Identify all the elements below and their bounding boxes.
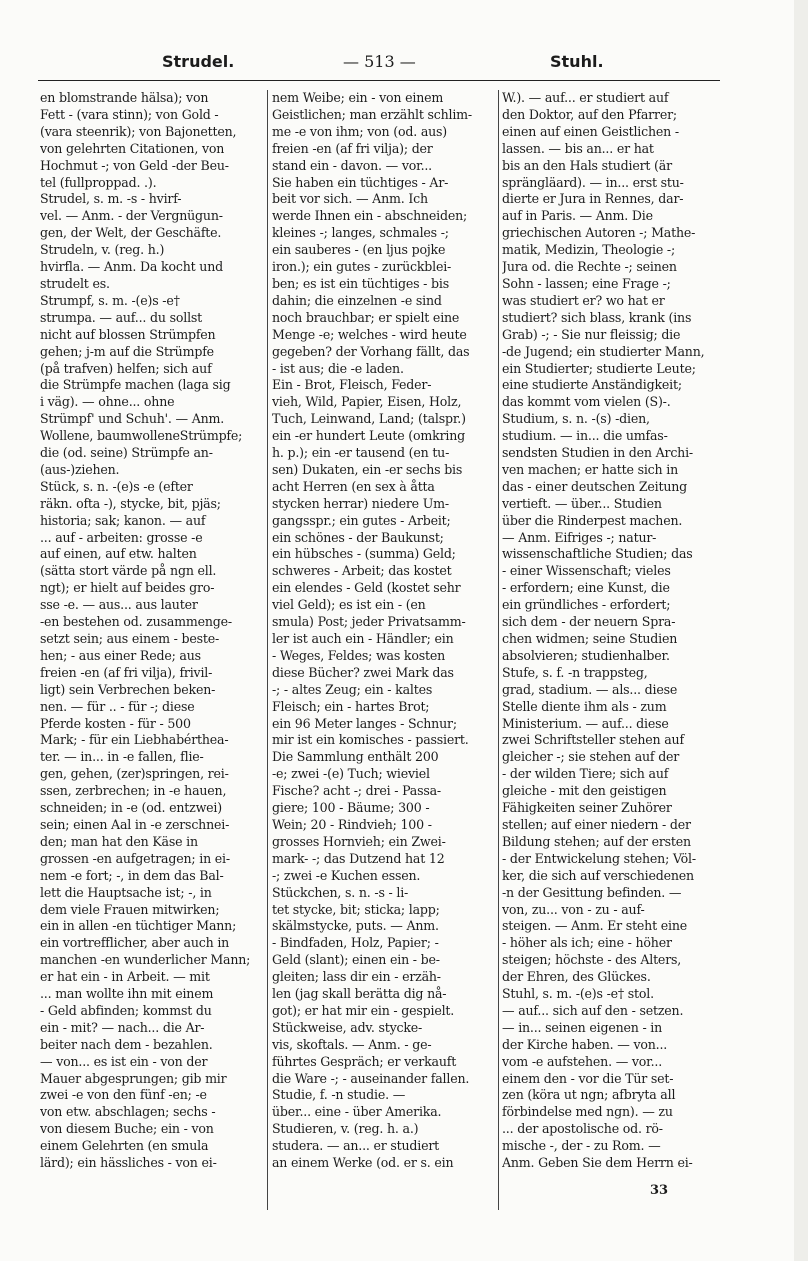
text-line: Tuch, Leinwand, Land; (talspr.) [272,411,466,427]
text-line: ... der apostolische od. rö- [502,1121,663,1137]
text-line: Strudeln, v. (reg. h.) [40,242,165,258]
text-line: -n der Gesittung befinden. — [502,884,682,900]
text-line: gen, der Welt, der Geschäfte. [40,225,222,241]
text-line: er hat ein - in Arbeit. — mit [40,969,210,985]
text-line: Ministerium. — auf... diese [502,715,669,731]
text-line: die Ware -; - auseinander fallen. [272,1070,470,1086]
text-line: vel. — Anm. - der Vergnügun- [40,208,223,224]
text-line: — auf... sich auf den - setzen. [502,1002,684,1018]
text-line: Ein - Brot, Fleisch, Feder- [272,377,432,393]
text-line: sprängläard). — in... erst stu- [502,174,684,190]
column-1 [40,90,262,1172]
text-line: lärd); ein hässliches - von ei- [40,1155,217,1171]
text-line: freien -en (af fri vilja), frivil- [40,664,213,680]
text-line: auf einen, auf etw. halten [40,546,197,562]
text-line: griechischen Autoren -; Mathe- [502,225,696,241]
text-line: gleicher -; sie stehen auf der [502,749,680,765]
text-line: Stelle diente ihm als - zum [502,698,667,714]
text-line: Stuhl, s. m. -(e)s -e† stol. [502,986,654,1002]
text-line: ein Studierter; studierte Leute; [502,360,696,376]
text-line: smula) Post; jeder Privatsamm- [272,614,466,630]
text-line: mische -, der - zu Rom. — [502,1138,661,1154]
header-rule [38,80,720,81]
text-line: Geld (slant); einen ein - be- [272,952,440,968]
text-line: Studie, f. -n studie. — [272,1087,406,1103]
text-line: bis an den Hals studiert (är [502,157,672,173]
text-line: auf in Paris. — Anm. Die [502,208,653,224]
column-3 [502,90,720,1172]
signature-number: 33 [650,1183,669,1198]
text-line: nicht auf blossen Strümpfen [40,326,216,342]
text-line: -en bestehen od. zusammenge- [40,614,232,630]
text-line: (på trafven) helfen; sich auf [40,360,212,376]
text-line: Stufe, s. f. -n trappsteg, [502,664,648,680]
text-line: ein sauberes - (en ljus pojke [272,242,446,258]
text-line: len (jag skall berätta dig nå- [272,986,447,1002]
text-line: diese Bücher? zwei Mark das [272,664,454,680]
text-line: vom -e aufstehen. — vor... [502,1053,663,1069]
text-line: ligt) sein Verbrechen beken- [40,681,216,697]
text-line: sse -e. — aus... aus lauter [40,597,198,613]
column-divider [267,90,268,1210]
text-line: — von... es ist ein - von der [40,1053,208,1069]
text-line: gleiche - mit den geistigen [502,783,667,799]
text-line: - Bindfaden, Holz, Papier; - [272,935,439,951]
text-line: Bildung stehen; auf der ersten [502,833,691,849]
text-line: manchen -en wunderlicher Mann; [40,952,251,968]
text-line: chen widmen; seine Studien [502,631,678,646]
text-line: ... man wollte ihn mit einem [40,986,214,1002]
text-line: giere; 100 - Bäume; 300 - [272,800,430,816]
text-line: ker, die sich auf verschiedenen [502,867,694,883]
text-line: gen, gehen, (zer)springen, rei- [40,766,229,782]
text-line: Strumpf, s. m. -(e)s -e† [40,292,180,308]
text-line: Mauer abgesprungen; gib mir [40,1070,227,1086]
text-line: eine studierte Anständigkeit; [502,377,682,393]
text-line: Menge -e; welches - wird heute [272,326,467,342]
text-line: wissenschaftliche Studien; das [502,546,693,562]
text-line: - höher als ich; eine - höher [502,935,672,951]
text-line: der Ehren, des Glückes. [502,969,651,985]
text-line: zwei -e von den fünf -en; -e [40,1087,207,1103]
text-line: nem -e fort; -, in dem das Bal- [40,867,224,883]
text-line: nem Weibe; ein - von einem [272,90,444,105]
text-line: strudelt es. [40,275,110,291]
text-line: studiert? sich blass, krank (ins [502,309,692,325]
text-line: studera. — an... er studiert [272,1138,440,1154]
text-line: -; zwei -e Kuchen essen. [272,867,421,883]
text-line: der Kirche haben. — von... [502,1036,668,1052]
text-line: - Weges, Feldes; was kosten [272,647,446,663]
text-line: ein vortrefflicher, aber auch in [40,935,230,951]
text-line: grossen -en aufgetragen; in ei- [40,850,230,866]
text-line: ngt); er hielt auf beides gro- [40,580,215,596]
text-line: von gelehrten Citationen, von [40,140,225,156]
text-line: Grab) -; - Sie nur fleissig; die [502,326,681,342]
text-line: zen (köra ut ngn; afbryta all [502,1087,676,1103]
text-line: acht Herren (en sex à åtta [272,478,435,494]
text-line: - erfordern; eine Kunst, die [502,580,670,596]
page-header [40,52,730,80]
text-line: ein elendes - Geld (kostet sehr [272,580,461,596]
text-line: schweres - Arbeit; das kostet [272,563,452,579]
text-line: vieh, Wild, Papier, Eisen, Holz, [272,394,462,410]
text-line: lett die Hauptsache ist; -, in [40,884,212,900]
text-line: - einer Wissenschaft; vieles [502,563,671,579]
text-line: absolvieren; studienhalber. [502,647,670,663]
text-line: Pferde kosten - für - 500 [40,715,191,731]
text-line: steigen; höchste - des Alters, [502,952,682,968]
text-line: stand ein - davon. — vor... [272,157,432,173]
text-line: (vara steenrik); von Bajonetten, [40,123,237,139]
text-line: ein hübsches - (summa) Geld; [272,546,456,562]
text-line: vertieft. — über... Studien [502,495,662,511]
text-line: - der wilden Tiere; sich auf [502,766,669,782]
text-line: — in... seinen eigenen - in [502,1019,663,1035]
text-line: stellen; auf einer niedern - der [502,816,691,832]
text-line: mark- -; das Dutzend hat 12 [272,850,445,866]
text-line: ... auf - arbeiten: grosse -e [40,529,203,545]
text-line: ssen, zerbrechen; in -e hauen, [40,783,227,799]
header-left-keyword: Strudel. [162,52,235,71]
text-line: studium. — in... die umfas- [502,428,668,444]
text-line: Fett - (vara stinn); von Gold - [40,106,219,122]
text-line: beiter nach dem - bezahlen. [40,1036,213,1052]
text-line: gangsspr.; ein gutes - Arbeit; [272,512,451,528]
text-line: Fische? acht -; drei - Passa- [272,783,441,799]
text-line: ler ist auch ein - Händler; ein [272,631,454,646]
text-line: zwei Schriftsteller stehen auf [502,732,684,748]
text-line: en blomstrande hälsa); von [40,90,209,105]
text-line: Jura od. die Rechte -; seinen [502,259,677,275]
text-line: von diesem Buche; ein - von [40,1121,214,1137]
text-line: freien -en (af fri vilja); der [272,140,433,156]
text-line: von, zu... von - zu - auf- [502,901,645,917]
text-line: ein - mit? — nach... die Ar- [40,1019,205,1035]
text-line: setzt sein; aus einem - beste- [40,631,220,646]
text-line: ein gründliches - erfordert; [502,597,671,613]
text-line: von etw. abschlagen; sechs - [40,1104,216,1120]
text-line: ein 96 Meter langes - Schnur; [272,715,457,731]
text-line: Geistlichen; man erzählt schlim- [272,106,472,122]
text-line: sein; einen Aal in -e zerschnei- [40,816,230,832]
text-line: Die Sammlung enthält 200 [272,749,439,765]
text-line: führtes Gespräch; er verkauft [272,1053,457,1069]
text-line: mir ist ein komisches - passiert. [272,732,469,748]
text-line: -; - altes Zeug; ein - kaltes [272,681,433,697]
text-line: Strudel, s. m. -s - hvirf- [40,191,182,207]
text-line: Sohn - lassen; eine Frage -; [502,275,671,291]
text-line: das kommt vom vielen (S)-. [502,394,671,410]
text-line: got); er hat mir ein - gespielt. [272,1002,455,1018]
text-line: sich dem - der neuern Spra- [502,614,676,630]
text-line: gleiten; lass dir ein - erzäh- [272,969,441,985]
text-line: Stückchen, s. n. -s - li- [272,884,409,900]
text-line: Stück, s. n. -(e)s -e (efter [40,478,193,494]
text-line: -e; zwei -(e) Tuch; wieviel [272,766,430,782]
text-line: (aus-)ziehen. [40,461,120,477]
header-page-number: — 513 — [343,52,416,71]
text-line: vis, skoftals. — Anm. - ge- [272,1036,432,1052]
text-line: Hochmut -; von Geld -der Beu- [40,157,229,173]
text-line: iron.); ein gutes - zurückblei- [272,259,452,275]
text-line: ter. — in... in -e fallen, flie- [40,749,204,765]
page-edge [794,0,808,1261]
text-line: die (od. seine) Strümpfe an- [40,445,213,461]
text-line: Wein; 20 - Rindvieh; 100 - [272,816,432,832]
text-line: viel Geld); es ist ein - (en [272,597,426,613]
text-line: ein in allen -en tüchtiger Mann; [40,918,237,934]
text-line: Sie haben ein tüchtiges - Ar- [272,174,449,190]
text-line: über die Rinderpest machen. [502,512,683,528]
text-line: (sätta stort värde på ngn ell. [40,563,217,579]
text-line: dem viele Frauen mitwirken; [40,901,220,917]
header-right-keyword: Stuhl. [550,52,604,71]
text-line: historia; sak; kanon. — auf [40,512,206,528]
text-line: h. p.); ein -er tausend (en tu- [272,445,450,461]
text-line: Anm. Geben Sie dem Herrn ei- [502,1155,693,1171]
text-line: über... eine - über Amerika. [272,1104,442,1120]
text-line: räkn. ofta -), stycke, bit, pjäs; [40,495,221,511]
text-line: hen; - aus einer Rede; aus [40,647,201,663]
text-line: me -e von ihm; von (od. aus) [272,123,448,139]
text-line: dahin; die einzelnen -e sind [272,292,442,308]
text-line: — Anm. Eifriges -; natur- [502,529,657,545]
text-line: Studium, s. n. -(s) -dien, [502,411,650,427]
text-line: Fähigkeiten seiner Zuhörer [502,800,672,816]
text-line: Wollene, baumwolleneStrümpfe; [40,428,243,444]
text-line: den Doktor, auf den Pfarrer; [502,106,677,122]
text-line: ein schönes - der Baukunst; [272,529,444,545]
text-line: Stückweise, adv. stycke- [272,1019,423,1035]
text-line: die Strümpfe machen (laga sig [40,377,231,393]
text-line: lassen. — bis an... er hat [502,140,654,156]
text-line: Fleisch; ein - hartes Brot; [272,698,430,714]
text-line: strumpa. — auf... du sollst [40,309,203,325]
text-line: das - einer deutschen Zeitung [502,478,688,494]
text-line: Strümpf' und Schuh'. — Anm. [40,411,225,427]
text-line: förbindelse med ngn). — zu [502,1104,673,1120]
text-line: matik, Medizin, Theologie -; [502,242,675,258]
text-line: - der Entwickelung stehen; Völ- [502,850,696,866]
text-line: ein -er hundert Leute (omkring [272,428,465,444]
text-line: sendsten Studien in den Archi- [502,445,693,461]
text-line: tel (fullproppad. .). [40,174,157,190]
text-line: tet stycke, bit; sticka; lapp; [272,901,440,917]
text-line: grosses Hornvieh; ein Zwei- [272,833,446,849]
text-line: gehen; j-m auf die Strümpfe [40,343,214,359]
text-line: beit vor sich. — Anm. Ich [272,191,428,207]
text-line: an einem Werke (od. er s. ein [272,1155,454,1171]
text-line: - Geld abfinden; kommst du [40,1002,212,1018]
text-line: i väg). — ohne... ohne [40,394,175,410]
text-line: steigen. — Anm. Er steht eine [502,918,688,934]
text-line: Mark; - für ein Liebhabérthea- [40,732,229,748]
text-line: W.). — auf... er studiert auf [502,90,669,105]
text-line: grad, stadium. — als... diese [502,681,678,697]
text-line: Studieren, v. (reg. h. a.) [272,1121,419,1137]
text-line: gegeben? der Vorhang fällt, das [272,343,470,359]
text-line: ben; es ist ein tüchtiges - bis [272,275,449,291]
text-line: was studiert er? wo hat er [502,292,665,308]
text-line: einen auf einen Geistlichen - [502,123,679,139]
text-line: stycken herrar) niedere Um- [272,495,449,511]
column-divider [498,90,499,1210]
text-line: - ist aus; die -e laden. [272,360,404,376]
text-line: nen. — für .. - für -; diese [40,698,195,714]
text-line: sen) Dukaten, ein -er sechs bis [272,461,463,477]
text-line: werde Ihnen ein - abschneiden; [272,208,468,224]
text-line: kleines -; langes, schmales -; [272,225,449,241]
text-line: hvirfla. — Anm. Da kocht und [40,259,223,275]
text-line: einem Gelehrten (en smula [40,1138,209,1154]
text-line: noch brauchbar; er spielt eine [272,309,460,325]
text-line: einem den - vor die Tür set- [502,1070,674,1086]
text-line: ven machen; er hatte sich in [502,461,678,477]
text-line: skälmstycke, puts. — Anm. [272,918,439,934]
text-line: den; man hat den Käse in [40,833,198,849]
text-line: schneiden; in -e (od. entzwei) [40,800,222,816]
text-line: dierte er Jura in Rennes, dar- [502,191,684,207]
text-line: -de Jugend; ein studierter Mann, [502,343,705,359]
column-2 [272,90,496,1172]
